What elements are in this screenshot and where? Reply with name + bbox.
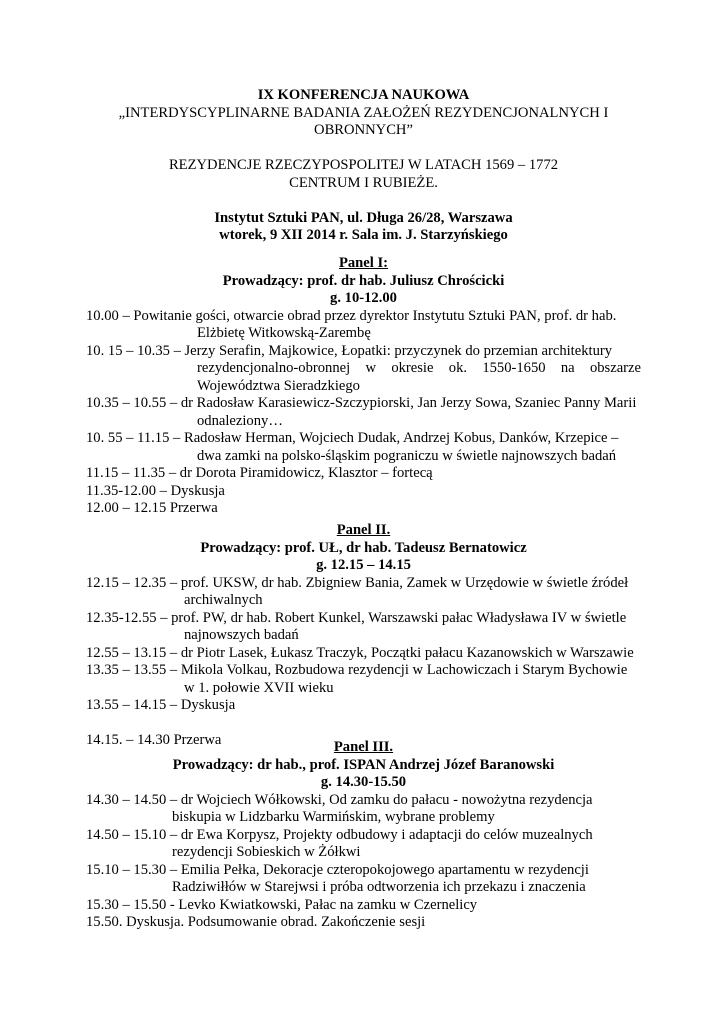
schedule-entry: 13.35 – 13.55 – Mikola Volkau, Rozbudowa rezydencji w Lachowiczach i Starym Bychowie w 1. połowie XVII wieku (86, 662, 628, 696)
schedule-entry: 12.15 – 12.35 – prof. UKSW, dr hab. Zbigniew Bania, Zamek w Urzędowie w świetle źródeł archiwalnych (86, 574, 629, 608)
schedule-entry: 14.15. – 14.30 Przerwa (86, 732, 222, 748)
schedule-entry: 10. 15 – 10.35 – Jerzy Serafin, Majkowice, Łopatki: przyczynek do przemian architektury rezydencjonalno-obronnej w okresie ok. 1550-1650 na obszarze Województwa Sieradzkiego (86, 342, 641, 394)
schedule-entry: 11.35-12.00 – Dyskusja (86, 482, 225, 499)
conference-theme-line1: REZYDENCJE RZECZYPOSPOLITEJ W LATACH 1569 – 1772 (168, 157, 559, 173)
conference-subtitle-line2: OBRONNYCH” (314, 122, 413, 138)
conference-title: IX KONFERENCJA NAUKOWA (257, 87, 470, 103)
panel-2 (86, 522, 641, 750)
venue-date-room: wtorek, 9 XII 2014 r. Sala im. J. Starzyńskiego (219, 227, 508, 243)
conference-header (86, 87, 641, 245)
schedule-entry: 15.10 – 15.30 – Emilia Pełka, Dekoracje czteropokojowego apartamentu w rezydencji Radziwiłłów w Starejwsi i próba odtworzenia ich przekazu i znaczenia (86, 861, 589, 895)
schedule-entry: 11.15 – 11.35 – dr Dorota Piramidowicz, Klasztor – fortecą (86, 465, 433, 481)
schedule-entry: 15.50. Dyskusja. Podsumowanie obrad. Zakończenie sesji (86, 914, 426, 930)
panel-1-time: g. 10-12.00 (330, 290, 397, 306)
schedule-entry: 14.50 – 15.10 – dr Ewa Korpysz, Projekty odbudowy i adaptacji do celów muzealnych rezydencji Sobieskich w Żółkwi (86, 826, 593, 860)
panel-2-title: Panel II. (336, 522, 391, 538)
schedule-entry: 12.00 – 12.15 Przerwa (86, 500, 218, 516)
panel-3-time: g. 14.30-15.50 (320, 774, 407, 790)
panel-1 (86, 255, 641, 518)
conference-theme-line2: CENTRUM I RUBIEŻE. (289, 174, 438, 191)
schedule-entry: 12.35-12.55 – prof. PW, dr hab. Robert Kunkel, Warszawski pałac Władysława IV w świetle najnowszych badań (86, 609, 627, 643)
panel-3-title: Panel III. (333, 739, 394, 755)
schedule-entry: 10.00 – Powitanie gości, otwarcie obrad przez dyrektor Instytutu Sztuki PAN, prof. dr hab. Elżbietę Witkowską-Zarembę (86, 307, 617, 341)
panel-1-chair: Prowadzący: prof. dr hab. Juliusz Chrościcki (222, 272, 505, 289)
panel-3 (86, 739, 641, 932)
panel-2-chair: Prowadzący: prof. UŁ, dr hab. Tadeusz Bernatowicz (200, 539, 527, 556)
panel-3-chair: Prowadzący: dr hab., prof. ISPAN Andrzej Józef Baranowski (172, 756, 555, 773)
schedule-entry: 10. 55 – 11.15 – Radosław Herman, Wojciech Dudak, Andrzej Kobus, Danków, Krzepice – dwa zamki na polsko-śląskim pograniczu w świetle najnowszych badań (86, 430, 619, 464)
schedule-entry: 13.55 – 14.15 – Dyskusja (86, 697, 236, 713)
schedule-entry: 12.55 – 13.15 – dr Piotr Lasek, Łukasz Traczyk, Początki pałacu Kazanowskich w Warszawie (86, 644, 634, 661)
panel-1-title: Panel I: (338, 255, 389, 271)
schedule-entry: 15.30 – 15.50 - Levko Kwiatkowski, Pałac na zamku w Czernelicy (86, 896, 478, 913)
conference-subtitle-line1: „INTERDYSCYPLINARNE BADANIA ZAŁOŻEŃ REZYDENCJONALNYCH I (118, 104, 609, 121)
schedule-entry: 10.35 – 10.55 – dr Radosław Karasiewicz-Szczypiorski, Jan Jerzy Sowa, Szaniec Panny Marii odnaleziony… (86, 395, 637, 429)
schedule-entry: 14.30 – 14.50 – dr Wojciech Wółkowski, Od zamku do pałacu - nowożytna rezydencja biskupia w Lidzbarku Warmińskim, wybrane problemy (86, 791, 593, 825)
venue-address: Instytut Sztuki PAN, ul. Długa 26/28, Warszawa (214, 209, 513, 226)
panel-2-time: g. 12.15 – 14.15 (316, 557, 411, 573)
